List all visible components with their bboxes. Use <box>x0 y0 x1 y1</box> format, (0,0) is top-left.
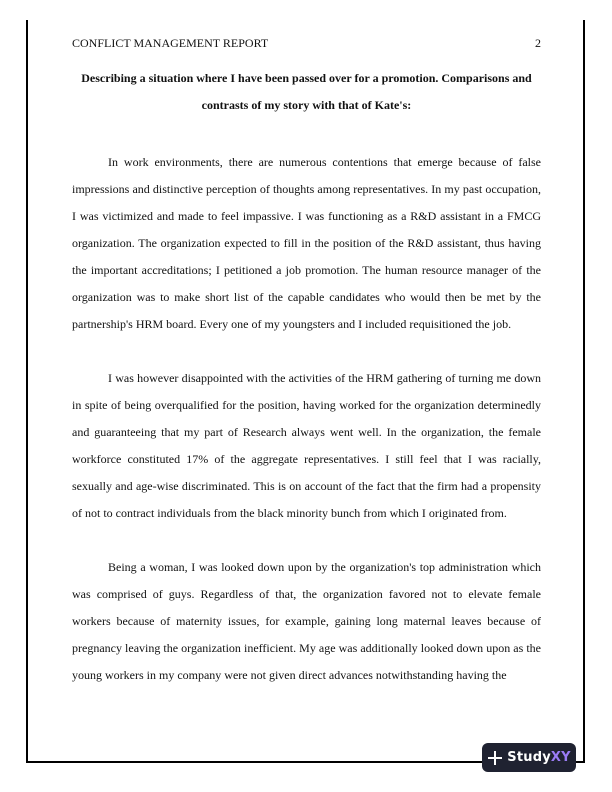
studyxy-badge[interactable] <box>482 743 576 772</box>
body-text <box>72 149 541 689</box>
brand-name-main: Study <box>507 750 551 765</box>
paragraph-1: In work environments, there are numerous contentions that emerge because of false impressions and distinctive perception of thoughts among representatives. In my past occupation, I was victimized and made to feel impassive. I was functioning as a R&D assistant in a FMCG organization. The organization expected to fill in the position of the R&D assistant, thus having the important accreditations; I petitioned a job promotion. The human resource manager of the organization was to make short list of the capable candidates who would then be met by the partnership's HRM board. Every one of my youngsters and I included requisitioned the job. <box>72 155 541 331</box>
brand-name-accent: XY <box>550 750 571 765</box>
section-heading-line-1: Describing a situation where I have been passed over for a promotion. Comparisons and <box>81 71 532 85</box>
paragraph-2: I was however disappointed with the activities of the HRM gathering of turning me down in spite of being overqualified for the position, having worked for the organization determinedly and guaranteeing that my part of Research always went well. In the organization, the female workforce constituted 17% of the aggregate representatives. I still feel that I was racially, sexually and age-wise discriminated. This is on account of the fact that the firm had a propensity of not to contract individuals from the black minority bunch from which I originated from. <box>72 371 541 520</box>
running-title: CONFLICT MANAGEMENT REPORT <box>72 36 269 50</box>
brand-name <box>507 750 570 765</box>
paragraph-3: Being a woman, I was looked down upon by the organization's top administration which was comprised of guys. Regardless of that, the organization favored not to elevate female workers because of maternity issues, for example, gaining long maternal leaves because of pregnancy leaving the organization inefficient. My age was additionally looked down upon as the young workers in my company were not given direct advances notwithstanding having the <box>72 560 541 682</box>
running-header <box>72 36 541 50</box>
page-number: 2 <box>535 36 541 50</box>
section-heading-line-2: contrasts of my story with that of Kate's: <box>201 98 412 112</box>
section-heading <box>72 65 541 119</box>
plus-icon <box>487 750 503 766</box>
